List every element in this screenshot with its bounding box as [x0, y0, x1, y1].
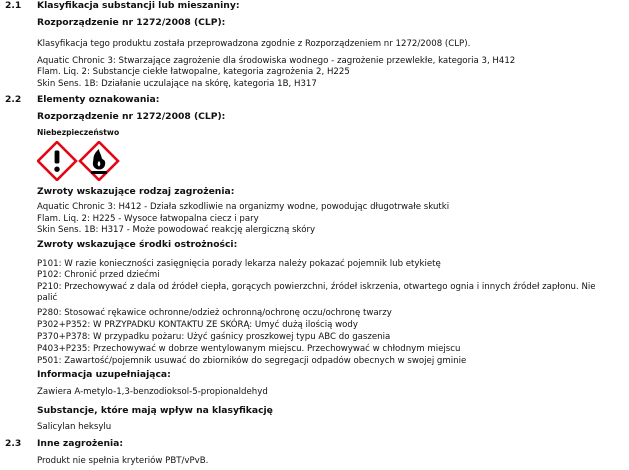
exclamation-mark-pictogram [38, 142, 76, 180]
supplementary-info-text: Zawiera A-metylo-1,3-benzodioksol-5-propionaldehyd [37, 387, 268, 397]
hazard-statement: Skin Sens. 1B: H317 - Może powodować reakcję alergiczną skóry [37, 225, 316, 235]
precautionary-statement: P210: Przechowywać z dala od źródeł ciepła, gorących powierzchni, źródeł iskrzenia, otwartego ognia i innych źródeł zapłonu. Nie [37, 282, 596, 292]
classification-item: Flam. Liq. 2: Substancje ciekłe łatwopalne, kategoria zagrożenia 2, H225 [37, 67, 350, 77]
precautionary-statement: P370+P378: W przypadku pożaru: Użyć gaśnicy proszkowej typu ABC do gaszenia [37, 332, 391, 342]
precautionary-statements-heading: Zwroty wskazujące środki ostrożności: [37, 239, 238, 250]
supplementary-info-heading: Informacja uzupełniająca: [37, 369, 171, 380]
regulation-heading: Rozporządzenie nr 1272/2008 (CLP): [37, 111, 226, 122]
hazard-statement: Flam. Liq. 2: H225 - Wysoce łatwopalna ciecz i pary [37, 214, 259, 224]
classification-intro: Klasyfikacja tego produktu została przeprowadzona zgodnie z Rozporządzeniem nr 1272/2008 (CLP). [37, 39, 471, 49]
precautionary-statement: P280: Stosować rękawice ochronne/odzież ochronną/ochronę oczu/ochronę twarzy [37, 308, 392, 318]
section-number-2-2: 2.2 [5, 94, 22, 105]
flame-pictogram [80, 142, 118, 180]
section-heading-other-hazards: Inne zagrożenia: [37, 438, 124, 449]
precautionary-statement: P101: W razie konieczności zasięgnięcia porady lekarza należy pokazać pojemnik lub etykietę [37, 259, 441, 269]
ghs-pictograms [37, 141, 121, 181]
section-heading-label-elements: Elementy oznakowania: [37, 94, 160, 105]
hazard-statements-heading: Zwroty wskazujące rodzaj zagrożenia: [37, 186, 235, 197]
regulation-heading: Rozporządzenie nr 1272/2008 (CLP): [37, 17, 226, 28]
section-heading-classification: Klasyfikacja substancji lub mieszaniny: [37, 0, 240, 11]
precautionary-statement: P501: Zawartość/pojemnik usuwać do zbiorników do segregacji odpadów obecnych w swojej gminie [37, 356, 467, 366]
section-number-2-1: 2.1 [5, 0, 22, 11]
precautionary-statement: P403+P235: Przechowywać w dobrze wentylowanym miejscu. Przechowywać w chłodnym miejscu [37, 344, 461, 354]
classification-item: Skin Sens. 1B: Działanie uczulające na skórę, kategoria 1B, H317 [37, 79, 317, 89]
signal-word: Niebezpieczeństwo [37, 128, 120, 137]
other-hazards-text: Produkt nie spełnia kryteriów PBT/vPvB. [37, 456, 209, 466]
classification-item: Aquatic Chronic 3: Stwarzające zagrożenie dla środowiska wodnego - zagrożenie przewlekłe, kategoria 3, H412 [37, 56, 516, 66]
classifying-substance: Salicylan heksylu [37, 422, 112, 432]
classifying-substances-heading: Substancje, które mają wpływ na klasyfikację [37, 405, 273, 416]
section-number-2-3: 2.3 [5, 438, 22, 449]
precautionary-statement-continuation: palić [37, 293, 58, 303]
precautionary-statement: P102: Chronić przed dziećmi [37, 270, 160, 280]
precautionary-statement: P302+P352: W PRZYPADKU KONTAKTU ZE SKÓRĄ: Umyć dużą ilością wody [37, 320, 358, 330]
hazard-statement: Aquatic Chronic 3: H412 - Działa szkodliwie na organizmy wodne, powodując długotrwałe skutki [37, 202, 450, 212]
